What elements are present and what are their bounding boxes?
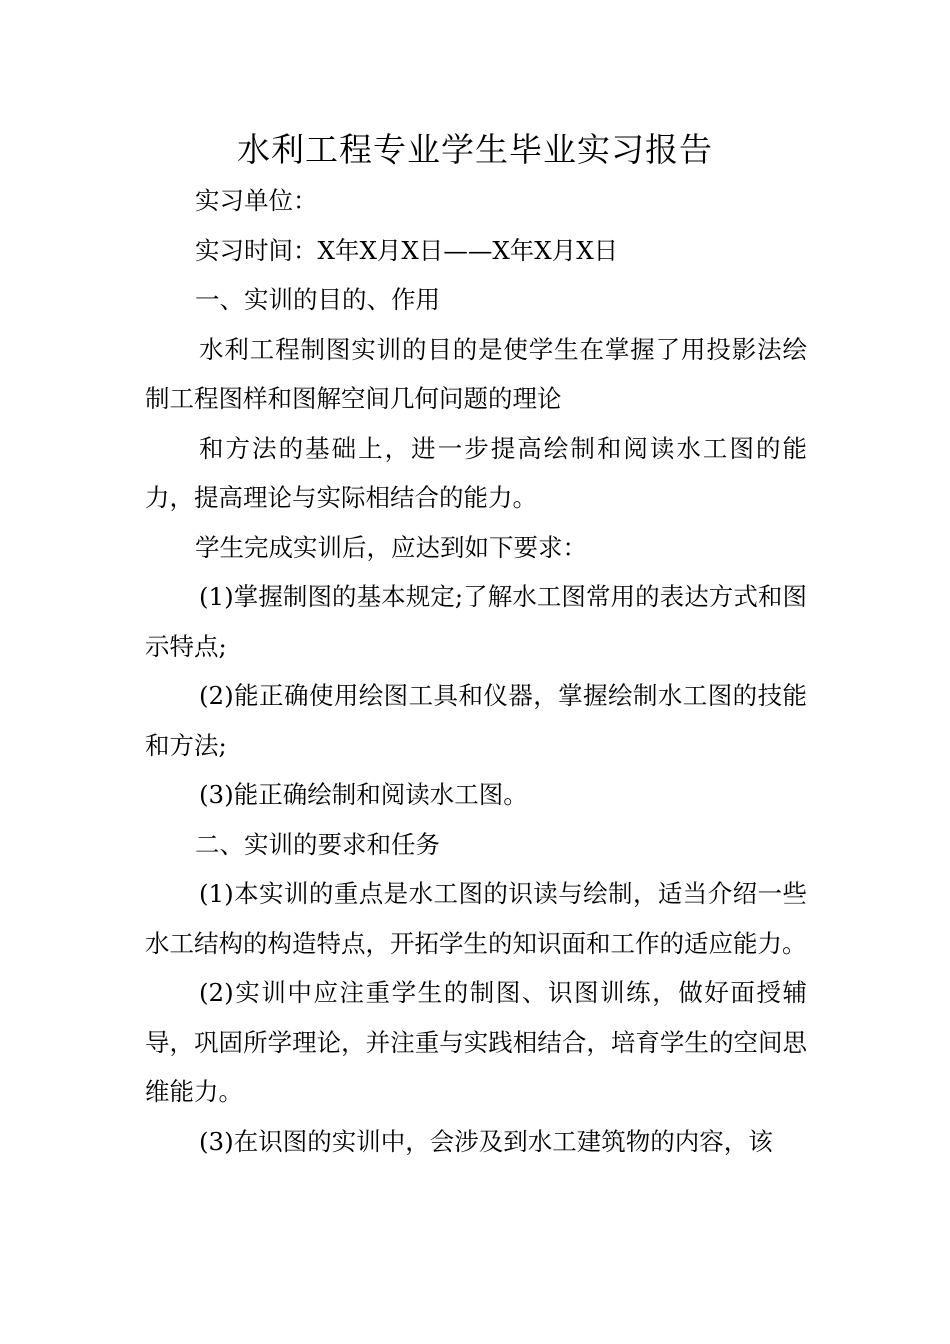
section-heading-tasks: 二、实训的要求和任务: [195, 829, 440, 859]
document-body: [145, 176, 807, 1166]
list-item-task-1: (1)本实训的重点是水工图的识读与绘制，适当介绍一些水工结构的构造特点，开拓学生的知识面和工作的适应能力。: [145, 879, 807, 958]
paragraph-purpose-1: 水利工程制图实训的目的是使学生在掌握了用投影法绘制工程图样和图解空间几何问题的理论: [145, 334, 807, 413]
list-item-task-2: (2)实训中应注重学生的制图、识图训练，做好面授辅导，巩固所学理论，并注重与实践相结合，培育学生的空间思维能力。: [145, 978, 807, 1106]
list-item-requirement-1: (1)掌握制图的基本规定;了解水工图常用的表达方式和图示特点;: [145, 582, 807, 661]
list-item-requirement-2: (2)能正确使用绘图工具和仪器，掌握绘制水工图的技能和方法;: [145, 681, 807, 760]
section-heading-purpose: 一、实训的目的、作用: [195, 285, 440, 314]
paragraph-internship-time: 实习时间：X年X月X日——X年X月X日: [195, 235, 619, 265]
list-item-task-3: (3)在识图的实训中，会涉及到水工建筑物的内容，该: [199, 1126, 773, 1156]
paragraph-internship-unit: 实习单位：: [195, 186, 318, 215]
list-item-requirement-3: (3)能正确绘制和阅读水工图。: [199, 780, 528, 809]
paragraph-purpose-2: 和方法的基础上，进一步提高绘制和阅读水工图的能力，提高理论与实际相结合的能力。: [145, 433, 807, 512]
paragraph-requirements-intro: 学生完成实训后，应达到如下要求：: [195, 532, 587, 562]
document-title: 水利工程专业学生毕业实习报告: [237, 130, 713, 169]
